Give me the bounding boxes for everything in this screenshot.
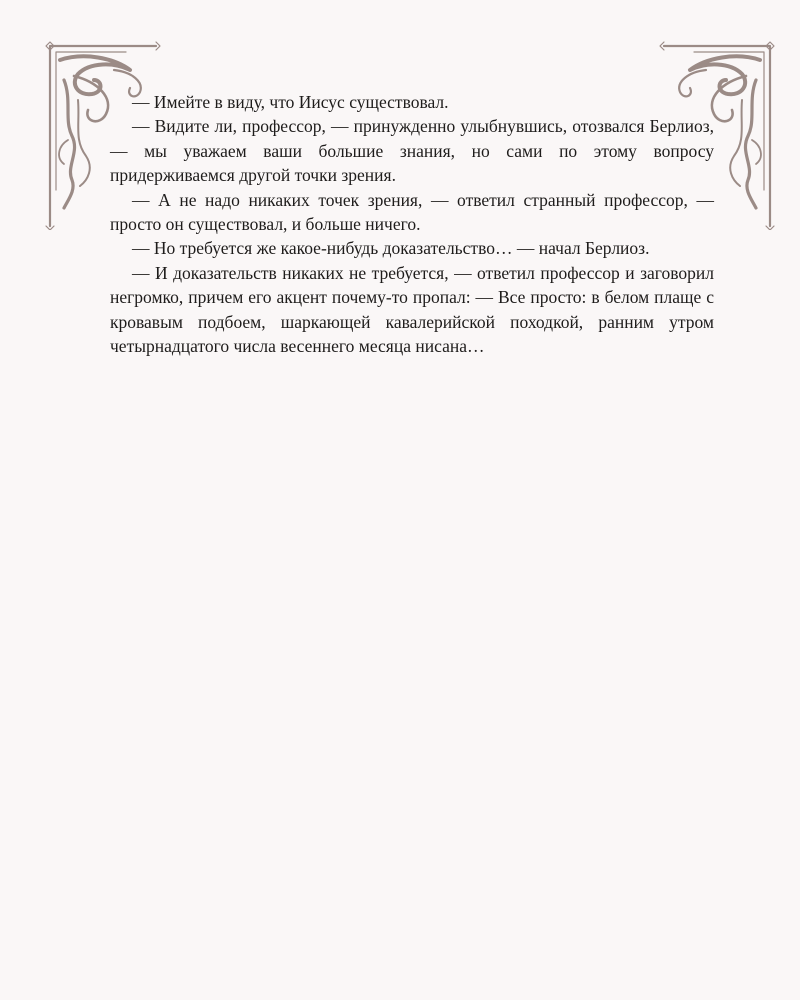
body-text bbox=[110, 90, 714, 358]
paragraph: — Видите ли, профессор, — принужденно улыбнувшись, отозвался Берлиоз, — мы уважаем ваши большие знания, но сами по этому вопросу придерживаемся другой точки зрения. bbox=[110, 116, 714, 186]
paragraph: — А не надо никаких точек зрения, — ответил странный профессор, — просто он существовал, и больше ничего. bbox=[110, 189, 714, 235]
paragraph: — И доказательств никаких не требуется, — ответил профессор и заговорил негромко, причем его акцент почему-то пропал: — Все просто: в белом плаще с кровавым подбоем, шаркающей кавалерийской походкой, ранним утром четырнадцатого числа весеннего месяца нисана… bbox=[110, 262, 714, 357]
paragraph: — Имейте в виду, что Иисус существовал. bbox=[132, 92, 449, 112]
paragraph: — Но требуется же какое-нибудь доказательство… — начал Берлиоз. bbox=[132, 238, 650, 259]
